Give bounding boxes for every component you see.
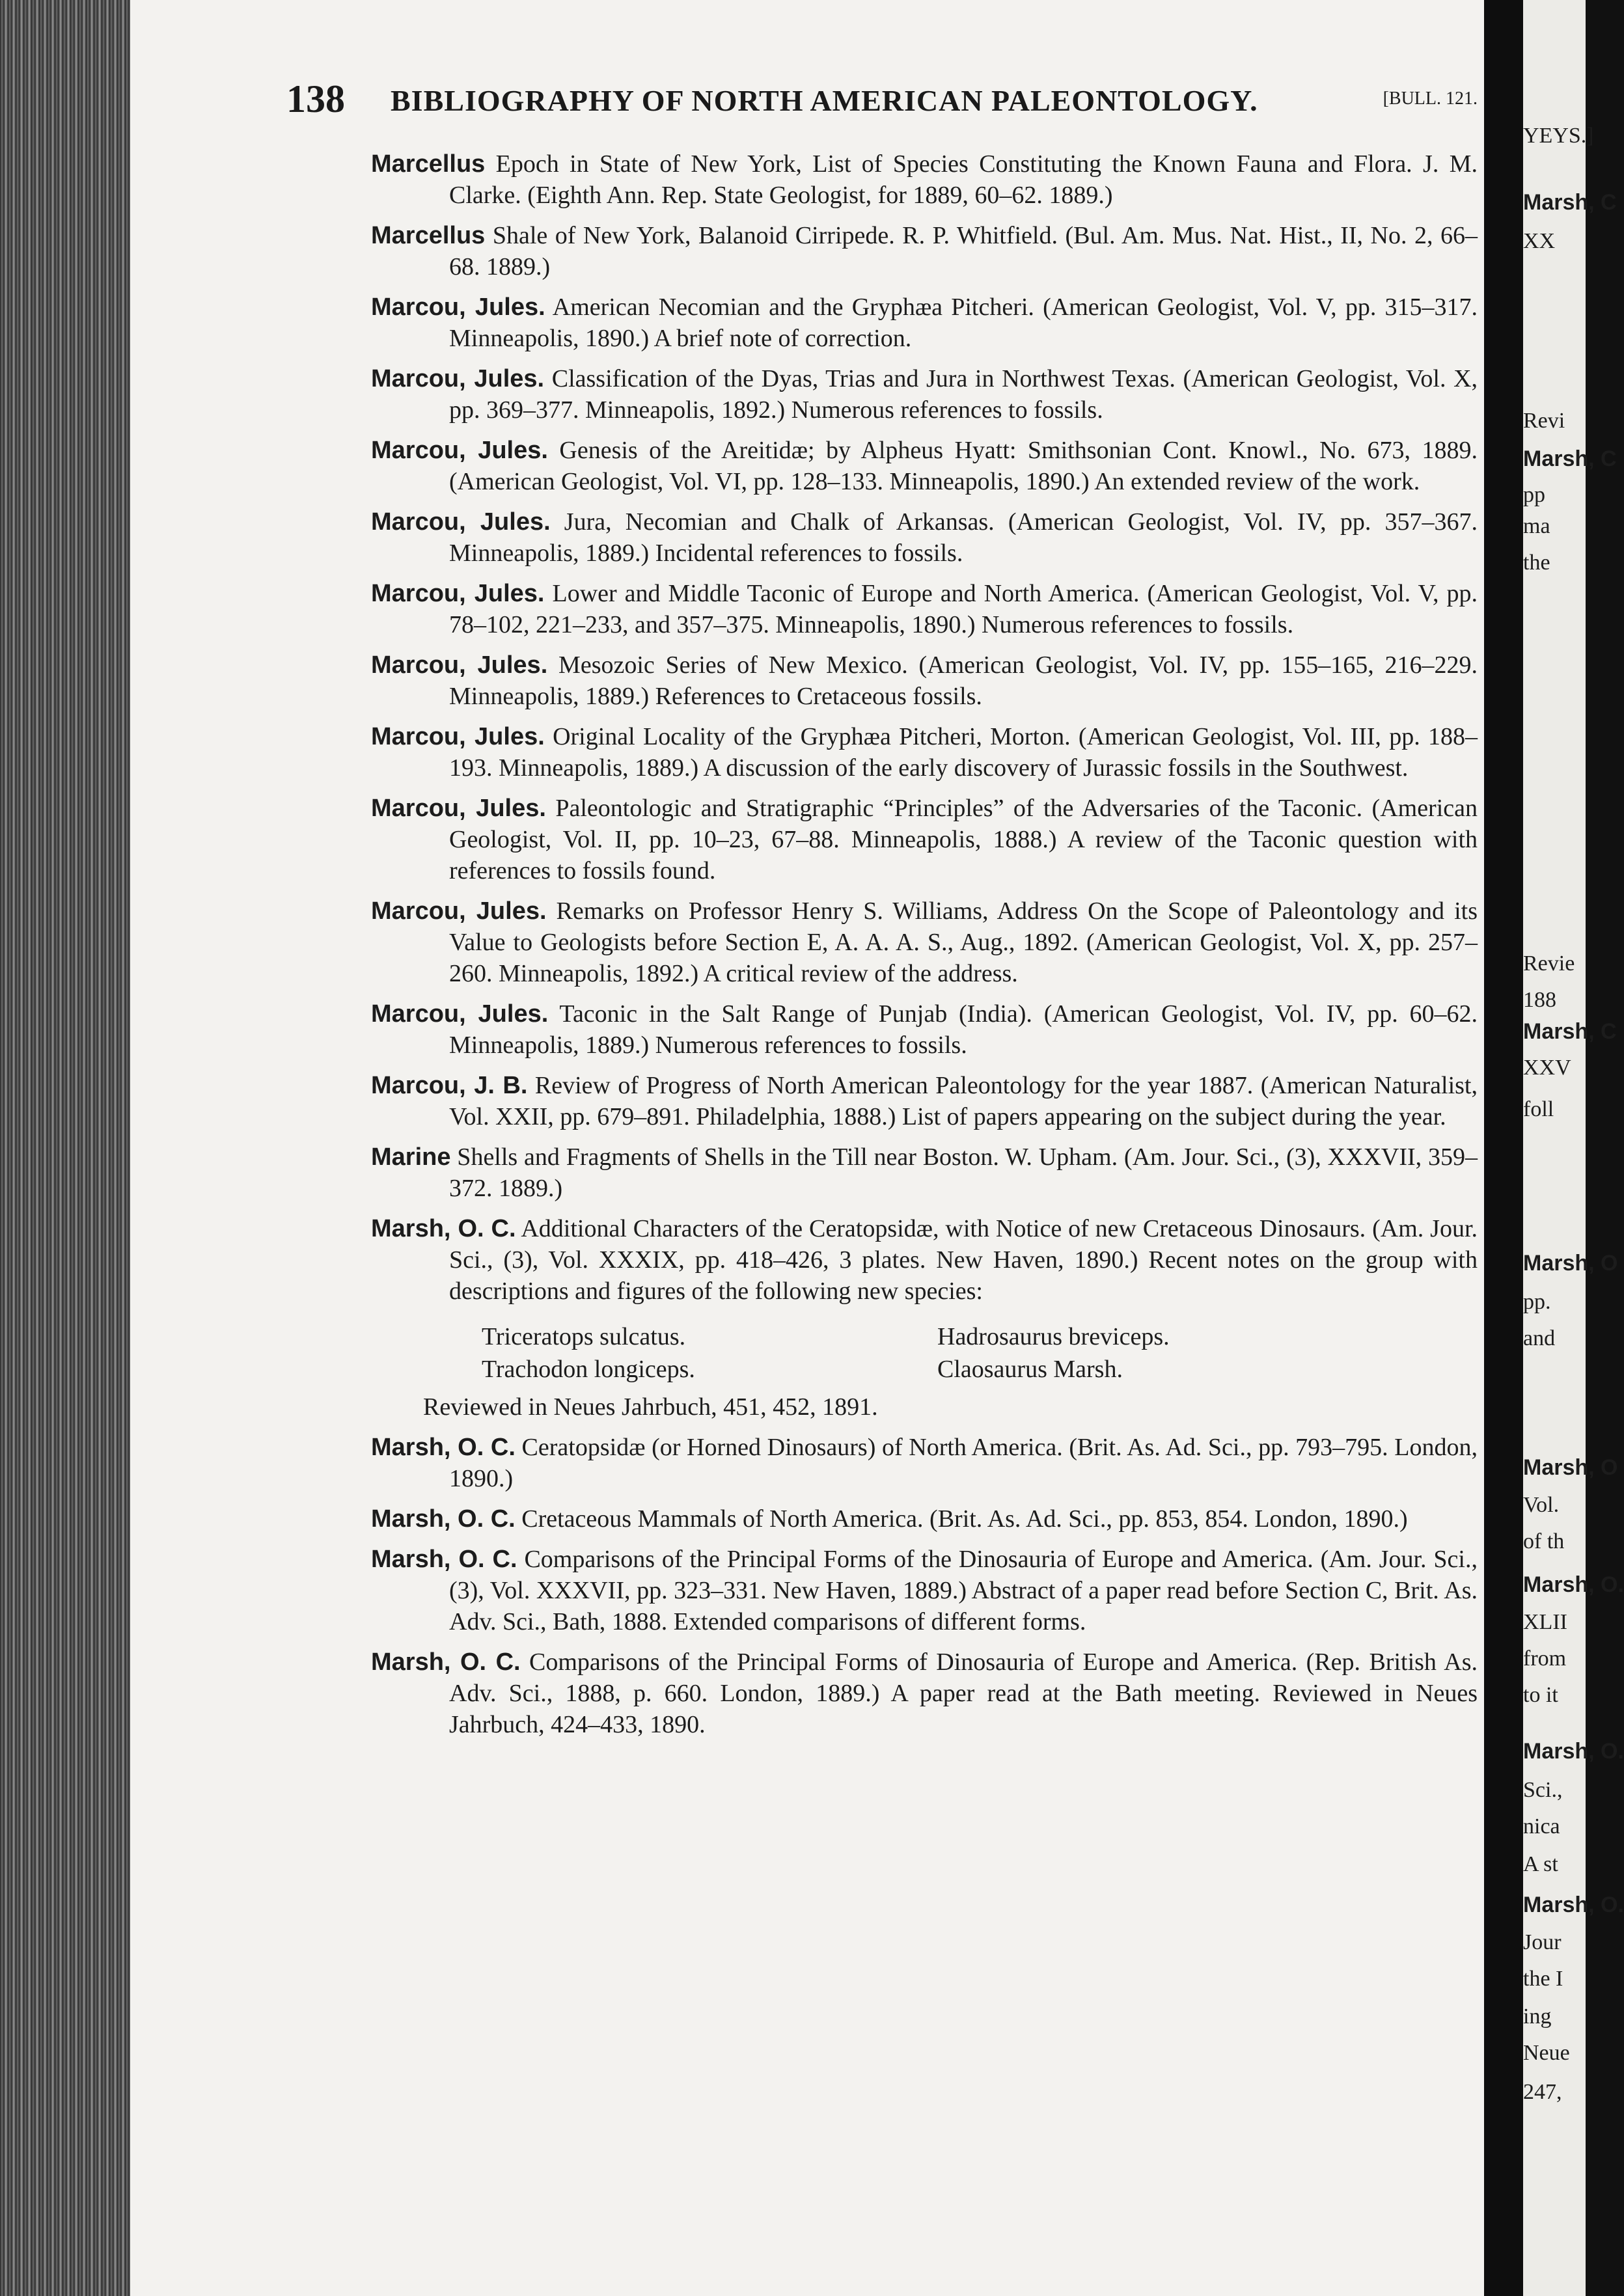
- bibliography-entry: [371, 435, 1478, 497]
- entry-heading: Marsh, O. C.: [371, 1505, 516, 1533]
- entry-heading: Marine: [371, 1143, 451, 1171]
- species-list: [371, 1321, 1478, 1385]
- adjacent-page-text: nica: [1523, 1814, 1560, 1838]
- species-name: Triceratops sulcatus.: [482, 1323, 686, 1350]
- bibliography-entry: [371, 793, 1478, 886]
- bibliography-entry: [371, 1544, 1478, 1637]
- adjacent-page-text: pp.: [1523, 1290, 1551, 1314]
- adjacent-page-text: to it: [1523, 1683, 1558, 1707]
- entry-text: Shale of New York, Balanoid Cirripede. R. P. Whitfield. (Bul. Am. Mus. Nat. Hist., II, No. 2, 66–68. 1889.): [449, 222, 1478, 280]
- adjacent-page-text: Revie: [1523, 951, 1575, 976]
- page-header: [286, 77, 1478, 129]
- entry-text: Epoch in State of New York, List of Species Constituting the Known Fauna and Flora. J. M. Clarke. (Eighth Ann. Rep. State Geologist, for 1889, 60–62. 1889.): [449, 150, 1478, 209]
- adjacent-page-text: Marsh, O.: [1523, 1893, 1624, 1917]
- entry-text: Taconic in the Salt Range of Punjab (India). (American Geologist, Vol. IV, pp. 60–62. Minneapolis, 1889.) Numerous references to fossils.: [449, 1000, 1478, 1059]
- bibliography-entry: [371, 363, 1478, 426]
- page-number: 138: [286, 77, 345, 120]
- entry-text: Original Locality of the Gryphæa Pitcheri, Morton. (American Geologist, Vol. III, pp. 188–193. Minneapolis, 1889.) A discussion of the early discovery of Jurassic fossils in the Southwest.: [449, 723, 1478, 782]
- adjacent-page-text: Neue: [1523, 2041, 1570, 2065]
- adjacent-page-fragment: [1523, 0, 1624, 2296]
- adjacent-page-text: XXV: [1523, 1056, 1571, 1080]
- adjacent-page-text: Marsh, O.: [1523, 1739, 1624, 1764]
- running-title: BIBLIOGRAPHY OF NORTH AMERICAN PALEONTOLOGY.: [391, 84, 1258, 117]
- adjacent-page-text: the: [1523, 551, 1550, 575]
- entry-heading: Marcou, Jules.: [371, 723, 545, 750]
- adjacent-page-text: Vol.: [1523, 1493, 1560, 1517]
- entry-text: Remarks on Professor Henry S. Williams, Address On the Scope of Paleontology and its Value to Geologists before Section E, A. A. A. S., Aug., 1892. (American Geologist, Vol. X, pp. 257–260. Minneapolis, 1892.) A critical review of the address.: [449, 897, 1478, 987]
- adjacent-page-text: Marsh, C: [1523, 1019, 1617, 1044]
- adjacent-page-text: YEYS.]: [1523, 124, 1594, 148]
- entry-heading: Marsh, O. C.: [371, 1648, 521, 1676]
- adjacent-page-text: of th: [1523, 1529, 1565, 1553]
- reviewed-note: Reviewed in Neues Jahrbuch, 451, 452, 1891.: [423, 1393, 878, 1421]
- adjacent-page-text: A st: [1523, 1852, 1558, 1876]
- entry-heading: Marcou, J. B.: [371, 1072, 528, 1099]
- bibliography-entry: [371, 1213, 1478, 1307]
- entry-heading: Marcou, Jules.: [371, 294, 545, 321]
- adjacent-page-text: pp: [1523, 483, 1545, 507]
- entry-text: Mesozoic Series of New Mexico. (American Geologist, Vol. IV, pp. 155–165, 216–229. Minneapolis, 1889.) References to Cretaceous fossils.: [449, 651, 1478, 710]
- adjacent-page-text: ma: [1523, 514, 1550, 538]
- entry-text: Shells and Fragments of Shells in the Till near Boston. W. Upham. (Am. Jour. Sci., (3), XXXVII, 359–372. 1889.): [449, 1143, 1478, 1202]
- adjacent-page-text: Revi: [1523, 409, 1565, 433]
- bibliography-entry: [371, 721, 1478, 784]
- entry-heading: Marsh, O. C.: [371, 1546, 517, 1573]
- entry-text: Ceratopsidæ (or Horned Dinosaurs) of North America. (Brit. As. Ad. Sci., pp. 793–795. London, 1890.): [449, 1434, 1478, 1492]
- entry-heading: Marcou, Jules.: [371, 437, 548, 464]
- bibliography-entry: [371, 1503, 1478, 1535]
- entry-heading: Marcou, Jules.: [371, 651, 548, 679]
- entry-heading: Marcou, Jules.: [371, 580, 545, 607]
- adjacent-page-text: Marsh, C: [1523, 446, 1617, 471]
- entry-heading: Marcellus: [371, 150, 486, 178]
- entry-text: Review of Progress of North American Paleontology for the year 1887. (American Naturalist, Vol. XXII, pp. 679–891. Philadelphia, 1888.) List of papers appearing on the subject during the year.: [449, 1072, 1478, 1130]
- adjacent-page-text: XLII: [1523, 1610, 1567, 1634]
- adjacent-page-text: Sci.,: [1523, 1778, 1563, 1802]
- adjacent-page-text: Marsh, O.: [1523, 1572, 1624, 1597]
- entry-text: Cretaceous Mammals of North America. (Brit. As. Ad. Sci., pp. 853, 854. London, 1890.): [515, 1505, 1408, 1533]
- entry-text: Comparisons of the Principal Forms of Dinosauria of Europe and America. (Rep. British As. Adv. Sci., 1888, p. 660. London, 1889.) A paper read at the Bath meeting. Reviewed in Neues Jahrbuch, 424–433, 1890.: [449, 1648, 1478, 1738]
- entry-text: Jura, Necomian and Chalk of Arkansas. (American Geologist, Vol. IV, pp. 357–367. Minneapolis, 1889.) Incidental references to fossils.: [449, 508, 1478, 567]
- bulletin-reference: [BULL. 121.: [1383, 89, 1478, 109]
- entry-heading: Marcellus: [371, 222, 486, 249]
- adjacent-page-text: Marsh, O: [1523, 1455, 1618, 1480]
- entry-text: Classification of the Dyas, Trias and Jura in Northwest Texas. (American Geologist, Vol. X, pp. 369–377. Minneapolis, 1892.) Numerous references to fossils.: [449, 365, 1478, 424]
- entry-text: Genesis of the Areitidæ; by Alpheus Hyatt: Smithsonian Cont. Knowl., No. 673, 1889. (American Geologist, Vol. VI, pp. 128–133. Minneapolis, 1890.) An extended review of the work.: [449, 437, 1478, 495]
- entry-text: Additional Characters of the Ceratopsidæ, with Notice of new Cretaceous Dinosaurs. (Am. Jour. Sci., (3), Vol. XXXIX, pp. 418–426, 3 plates. New Haven, 1890.) Recent notes on the group with descriptions and figures of the following new species:: [449, 1215, 1478, 1305]
- entry-heading: Marcou, Jules.: [371, 795, 546, 822]
- species-name: Claosaurus Marsh.: [937, 1356, 1123, 1383]
- entry-heading: Marsh, O. C.: [371, 1434, 516, 1461]
- adjacent-page-text: foll: [1523, 1097, 1554, 1121]
- entry-text: American Necomian and the Gryphæa Pitcheri. (American Geologist, Vol. V, pp. 315–317. Minneapolis, 1890.) A brief note of correction.: [449, 294, 1478, 352]
- adjacent-page-text: the I: [1523, 1967, 1563, 1991]
- entry-heading: Marsh, O. C.: [371, 1215, 516, 1242]
- bibliography-entry: [371, 1647, 1478, 1740]
- adjacent-page-text: ing: [1523, 2004, 1552, 2029]
- bibliography-entry: [371, 1141, 1478, 1204]
- entry-text: Comparisons of the Principal Forms of the Dinosauria of Europe and America. (Am. Jour. Sci., (3), Vol. XXXVII, pp. 323–331. New Haven, 1889.) Abstract of a paper read before Section C, Brit. As. Adv. Sci., Bath, 1888. Extended comparisons of different forms.: [449, 1546, 1478, 1635]
- entry-text: Lower and Middle Taconic of Europe and North America. (American Geologist, Vol. V, pp. 78–102, 221–233, and 357–375. Minneapolis, 1890.) Numerous references to fossils.: [449, 580, 1478, 638]
- bibliography-entry: [371, 292, 1478, 354]
- bibliography-entry: [371, 1432, 1478, 1494]
- adjacent-page-text: from: [1523, 1647, 1567, 1671]
- bibliography-entry: [371, 1070, 1478, 1132]
- adjacent-page-text: Marsh, O: [1523, 1251, 1618, 1276]
- adjacent-page-text: Marsh, C: [1523, 190, 1617, 215]
- entry-heading: Marcou, Jules.: [371, 365, 545, 392]
- bibliography-entry: [371, 220, 1478, 282]
- entry-heading: Marcou, Jules.: [371, 1000, 549, 1028]
- bibliography-entry: [371, 998, 1478, 1061]
- adjacent-page-text: 247,: [1523, 2080, 1562, 2104]
- bibliography-entry: [371, 578, 1478, 640]
- entry-heading: Marcou, Jules.: [371, 897, 547, 925]
- bibliography-list: [371, 148, 1478, 1749]
- species-name: Trachodon longiceps.: [482, 1356, 695, 1383]
- bibliography-entry: [371, 506, 1478, 569]
- adjacent-page-text: 188: [1523, 988, 1556, 1012]
- entry-text: Paleontologic and Stratigraphic “Principles” of the Adversaries of the Taconic. (American Geologist, Vol. II, pp. 10–23, 67–88. Minneapolis, 1888.) A review of the Taconic question with references to fossils found.: [449, 795, 1478, 884]
- species-name: Hadrosaurus breviceps.: [937, 1323, 1170, 1350]
- bibliography-entry: [371, 895, 1478, 989]
- adjacent-page-text: XX: [1523, 229, 1556, 253]
- adjacent-page-text: and: [1523, 1326, 1556, 1350]
- bibliography-entry: [371, 148, 1478, 211]
- book-gutter: [1484, 0, 1523, 2296]
- bibliography-entry: [371, 649, 1478, 712]
- adjacent-page-text: Jour: [1523, 1930, 1562, 1954]
- entry-heading: Marcou, Jules.: [371, 508, 551, 536]
